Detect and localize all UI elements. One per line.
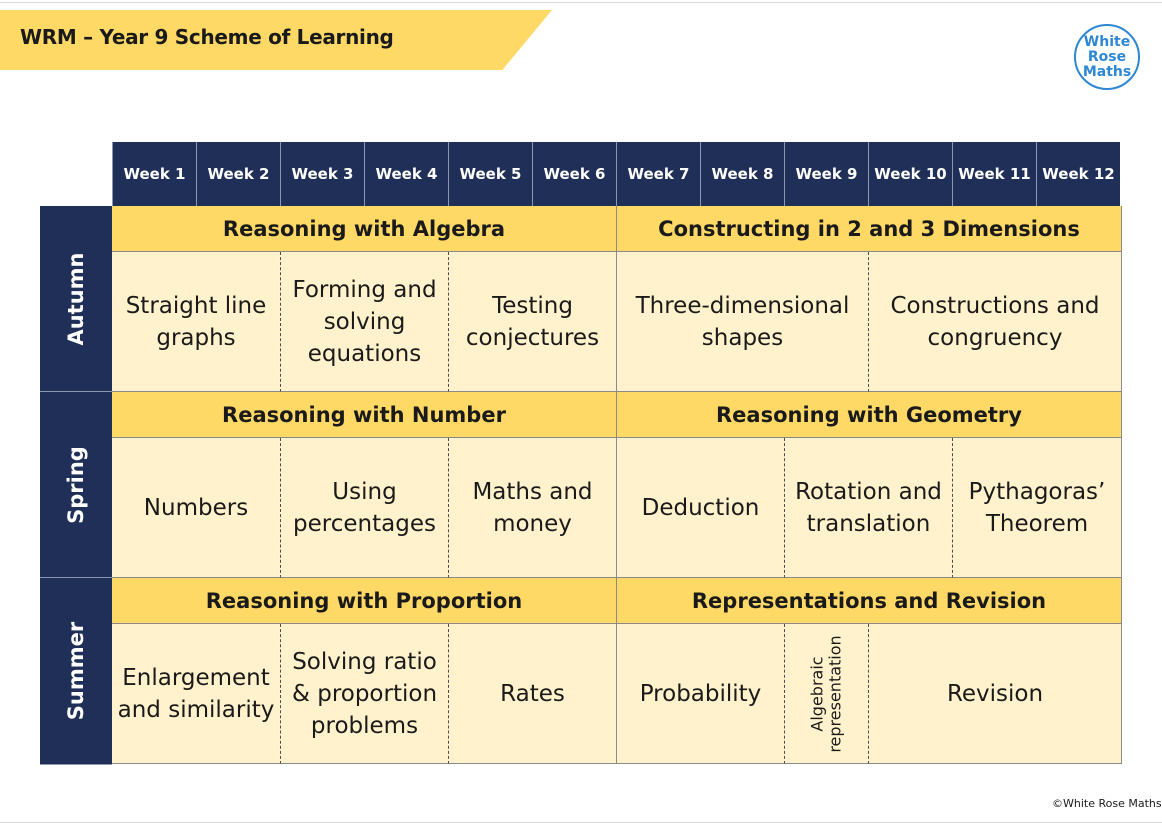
unit-straight-line-graphs: Straight line graphs (112, 252, 281, 392)
summer-block-1-title: Reasoning with Proportion (112, 578, 617, 624)
week-12-header: Week 12 (1036, 142, 1120, 206)
unit-forming-solving-equations: Forming and solving equations (281, 252, 449, 392)
week-11-header: Week 11 (952, 142, 1036, 206)
term-autumn (40, 206, 112, 392)
week-5-header: Week 5 (448, 142, 532, 206)
logo-line-2: Rose (1087, 48, 1127, 65)
week-1-header: Week 1 (112, 142, 196, 206)
summer-block-2-title: Representations and Revision (617, 578, 1122, 624)
white-rose-maths-logo (1074, 24, 1140, 90)
week-10-header: Week 10 (868, 142, 952, 206)
unit-algebraic-representation (785, 624, 869, 764)
term-summer-label: Summer (64, 621, 88, 721)
unit-numbers: Numbers (112, 438, 281, 578)
week-2-header: Week 2 (196, 142, 280, 206)
logo-line-1: White (1083, 33, 1131, 50)
week-9-header: Week 9 (784, 142, 868, 206)
unit-algebraic-representation-label: Algebraic representation (807, 634, 845, 753)
term-spring (40, 392, 112, 578)
term-spring-label: Spring (64, 445, 88, 524)
unit-solving-ratio-proportion: Solving ratio & proportion problems (281, 624, 449, 764)
logo-line-3: Maths (1082, 63, 1132, 80)
unit-rotation-translation: Rotation and translation (785, 438, 953, 578)
unit-probability: Probability (617, 624, 785, 764)
unit-using-percentages: Using percentages (281, 438, 449, 578)
week-4-header: Week 4 (364, 142, 448, 206)
week-7-header: Week 7 (616, 142, 700, 206)
spring-block-2-title: Reasoning with Geometry (617, 392, 1122, 438)
week-3-header: Week 3 (280, 142, 364, 206)
autumn-block-1-title: Reasoning with Algebra (112, 206, 617, 252)
unit-testing-conjectures: Testing conjectures (449, 252, 617, 392)
autumn-block-2-title: Constructing in 2 and 3 Dimensions (617, 206, 1122, 252)
page-title: WRM – Year 9 Scheme of Learning (20, 25, 394, 49)
unit-constructions-congruency: Constructions and congruency (869, 252, 1122, 392)
unit-deduction: Deduction (617, 438, 785, 578)
term-summer (40, 578, 112, 765)
copyright-notice: ©White Rose Maths (1052, 797, 1162, 810)
unit-pythagoras-theorem: Pythagoras’ Theorem (953, 438, 1122, 578)
unit-rates: Rates (449, 624, 617, 764)
unit-three-dimensional-shapes: Three-dimensional shapes (617, 252, 869, 392)
unit-enlargement-similarity: Enlargement and similarity (112, 624, 281, 764)
spring-block-1-title: Reasoning with Number (112, 392, 617, 438)
week-8-header: Week 8 (700, 142, 784, 206)
unit-revision: Revision (869, 624, 1122, 764)
term-autumn-label: Autumn (64, 251, 88, 346)
unit-maths-and-money: Maths and money (449, 438, 617, 578)
week-6-header: Week 6 (532, 142, 616, 206)
